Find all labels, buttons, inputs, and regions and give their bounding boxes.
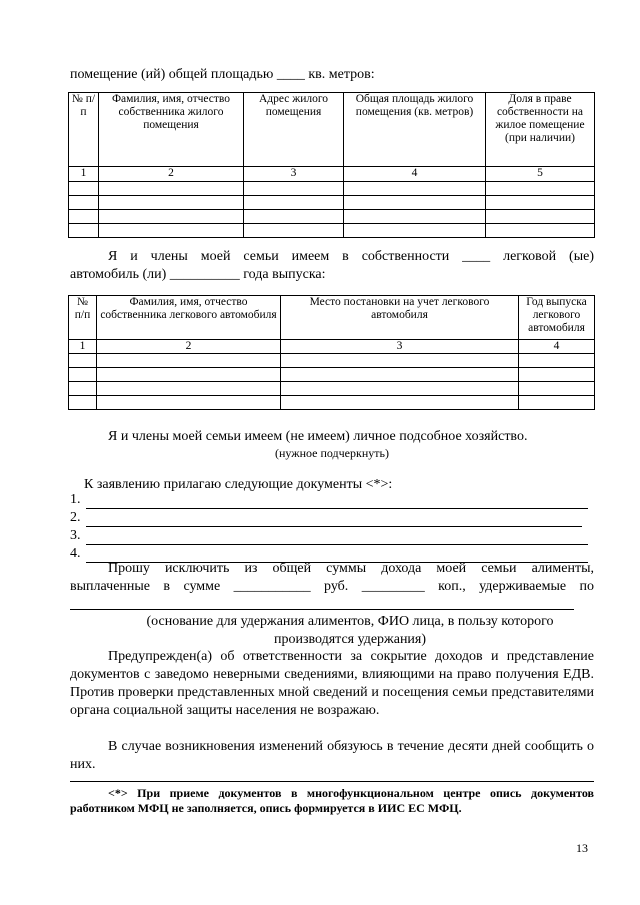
table-row [69,354,595,368]
table-cell[interactable] [281,396,519,410]
table-cell[interactable] [69,210,99,224]
table-row [69,382,595,396]
alimony-line1: Прошу исключить из общей суммы дохода моей семьи алименты, [108,561,594,576]
table-cell[interactable] [69,382,97,396]
table-cell[interactable] [344,224,486,238]
header-cell: Адрес жилого помещения [244,93,344,167]
alimony-caption: (основание для удержания алиментов, ФИО лица, в пользу которого производятся удержания) [146,614,554,647]
table-cell[interactable] [486,224,595,238]
header-cell: Место постановки на учет легкового автомобиля [281,296,519,340]
table-cell[interactable] [281,368,519,382]
document-item-number: 3. [70,528,81,543]
header-cell: Доля в праве собственности на жилое помещение (при наличии) [486,93,595,167]
vehicle-table [68,295,595,410]
household-statement: Я и члены моей семьи имеем (не имеем) личное подсобное хозяйство. [108,429,528,444]
header-cell: № п/п [69,93,99,167]
alimony-line2: выплаченные в сумме ___________ руб. _________ коп., удерживаемые по [70,579,594,594]
document-item-number: 2. [70,510,81,525]
document-item-number: 4. [70,546,81,561]
header-cell: Фамилия, имя, отчество собственника жилого помещения [99,93,244,167]
table-cell[interactable] [69,182,99,196]
table-row [69,182,595,196]
table-cell[interactable] [519,396,595,410]
header-cell: Общая площадь жилого помещения (кв. метров) [344,93,486,167]
documents-intro: К заявлению прилагаю следующие документы <*>: [84,477,393,492]
document-line-2[interactable] [86,526,582,527]
page-number: 13 [576,841,588,855]
table-cell[interactable] [69,396,97,410]
underline-note: (нужное подчеркнуть) [275,446,389,460]
column-number: 4 [519,340,595,354]
alimony-basis-line[interactable] [70,609,574,610]
property-intro: помещение (ий) общей площадью ____ кв. метров: [70,67,375,82]
table-cell[interactable] [486,182,595,196]
table-row [69,210,595,224]
column-number: 4 [344,167,486,182]
table-row [69,396,595,410]
header-cell: № п/п [69,296,97,340]
footnote-divider [70,781,594,782]
document-line-1[interactable] [86,508,588,509]
table-row [69,368,595,382]
table-cell[interactable] [244,182,344,196]
footnote: <*> При приеме документов в многофункциональном центре опись документов работником МФЦ не заполняется, опись формируется в ИИС ЕС МФЦ. [70,786,594,815]
table-cell[interactable] [519,368,595,382]
table-cell[interactable] [69,368,97,382]
table-cell[interactable] [519,382,595,396]
document-line-3[interactable] [86,544,588,545]
column-number: 1 [69,340,97,354]
vehicle-statement-line1: Я и члены моей семьи имеем в собственности ____ легковой (ые) [108,249,594,264]
table-cell[interactable] [99,224,244,238]
column-number: 2 [97,340,281,354]
table-cell[interactable] [97,396,281,410]
table-cell[interactable] [69,354,97,368]
column-number: 3 [281,340,519,354]
table-cell[interactable] [344,182,486,196]
document-item-number: 1. [70,492,81,507]
table-cell[interactable] [97,368,281,382]
table-cell[interactable] [97,354,281,368]
table-cell[interactable] [244,210,344,224]
table-cell[interactable] [69,196,99,210]
table-row [69,224,595,238]
table-cell[interactable] [486,196,595,210]
table-cell[interactable] [97,382,281,396]
table-cell[interactable] [99,210,244,224]
change-obligation: В случае возникновения изменений обязуюсь в течение десяти дней сообщить о них. [70,739,594,772]
table-cell[interactable] [99,196,244,210]
property-table [68,92,595,238]
table-cell[interactable] [244,196,344,210]
liability-warning: Предупрежден(а) об ответственности за сокрытие доходов и представление документов с заведомо неверными сведениями, влияющими на право получения ЕДВ. Против проверки представленных мной сведений и посещения семьи представителями органа социальной защиты населения не возражаю. [70,649,594,718]
header-cell: Год выпуска легкового автомобиля [519,296,595,340]
table-cell[interactable] [281,354,519,368]
table-cell[interactable] [344,210,486,224]
table-cell[interactable] [519,354,595,368]
column-number: 2 [99,167,244,182]
header-cell: Фамилия, имя, отчество собственника легкового автомобиля [97,296,281,340]
table-cell[interactable] [99,182,244,196]
table-cell[interactable] [486,210,595,224]
column-number: 3 [244,167,344,182]
vehicle-statement-line2: автомобиль (ли) __________ года выпуска: [70,267,326,282]
column-number: 5 [486,167,595,182]
table-cell[interactable] [69,224,99,238]
table-cell[interactable] [281,382,519,396]
table-row [69,196,595,210]
table-cell[interactable] [344,196,486,210]
column-number: 1 [69,167,99,182]
table-cell[interactable] [244,224,344,238]
